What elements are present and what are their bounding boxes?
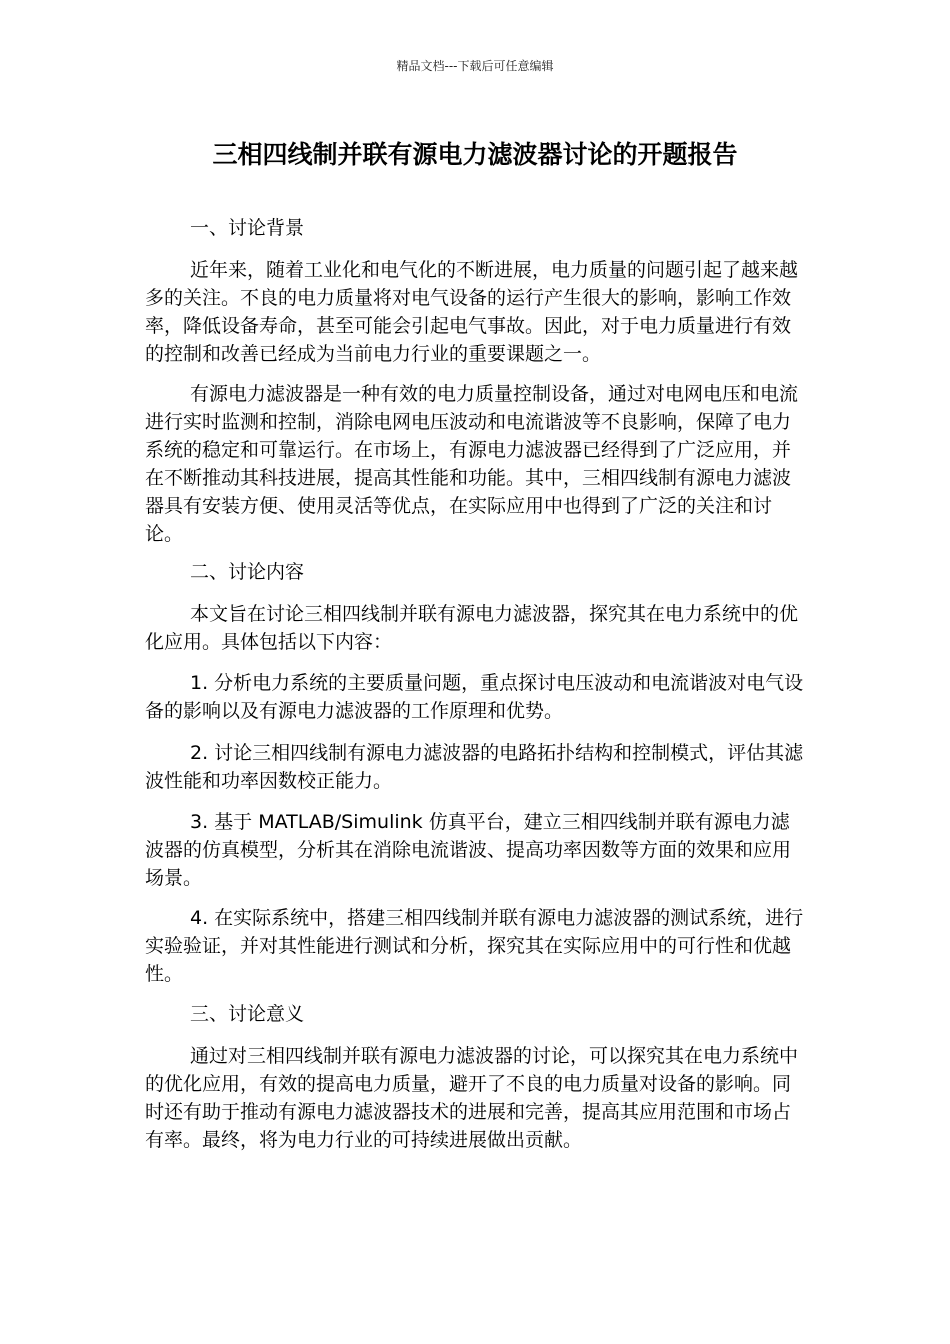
page-header: 精品文档---下载后可任意编辑 bbox=[396, 59, 554, 73]
paragraph-significance: 通过对三相四线制并联有源电力滤波器的讨论，可以探究其在电力系统中的优化应用，有效的提高电力质量，避开了不良的电力质量对设备的影响。同时还有助于推动有源电力滤波器技术的进展和完善，提高其应用范围和市场占有率。最终，将为电力行业的可持续进展做出贡献。 bbox=[145, 1045, 799, 1151]
section-heading-significance: 三、讨论意义 bbox=[190, 1003, 305, 1025]
paragraph-background-1: 近年来，随着工业化和电气化的不断进展，电力质量的问题引起了越来越多的关注。不良的电力质量将对电气设备的运行产生很大的影响，影响工作效率，降低设备寿命，甚至可能会引起电气事故。因此，对于电力质量进行有效的控制和改善已经成为当前电力行业的重要课题之一。 bbox=[145, 259, 799, 365]
list-item-4: 4. 在实际系统中，搭建三相四线制并联有源电力滤波器的测试系统，进行实验验证，并对其性能进行测试和分析，探究其在实际应用中的可行性和优越性。 bbox=[145, 907, 804, 985]
section-heading-background: 一、讨论背景 bbox=[190, 217, 305, 239]
list-item-2: 2. 讨论三相四线制有源电力滤波器的电路拓扑结构和控制模式，评估其滤波性能和功率因数校正能力。 bbox=[145, 742, 804, 792]
section-heading-content: 二、讨论内容 bbox=[190, 561, 305, 583]
list-item-3: 3. 基于 MATLAB/Simulink 仿真平台，建立三相四线制并联有源电力滤波器的仿真模型，分析其在消除电流谐波、提高功率因数等方面的效果和应用场景。 bbox=[145, 811, 792, 889]
document-title: 三相四线制并联有源电力滤波器讨论的开题报告 bbox=[212, 140, 738, 169]
list-item-1: 1. 分析电力系统的主要质量问题，重点探讨电压波动和电流谐波对电气设备的影响以及有源电力滤波器的工作原理和优势。 bbox=[145, 672, 804, 722]
paragraph-content-intro: 本文旨在讨论三相四线制并联有源电力滤波器，探究其在电力系统中的优化应用。具体包括以下内容： bbox=[145, 603, 799, 653]
paragraph-background-2: 有源电力滤波器是一种有效的电力质量控制设备，通过对电网电压和电流进行实时监测和控制，消除电网电压波动和电流谐波等不良影响，保障了电力系统的稳定和可靠运行。在市场上，有源电力滤波器已经得到了广泛应用，并在不断推动其科技进展，提高其性能和功能。其中，三相四线制有源电力滤波器具有安装方便、使用灵活等优点，在实际应用中也得到了广泛的关注和讨论。 bbox=[145, 383, 799, 545]
